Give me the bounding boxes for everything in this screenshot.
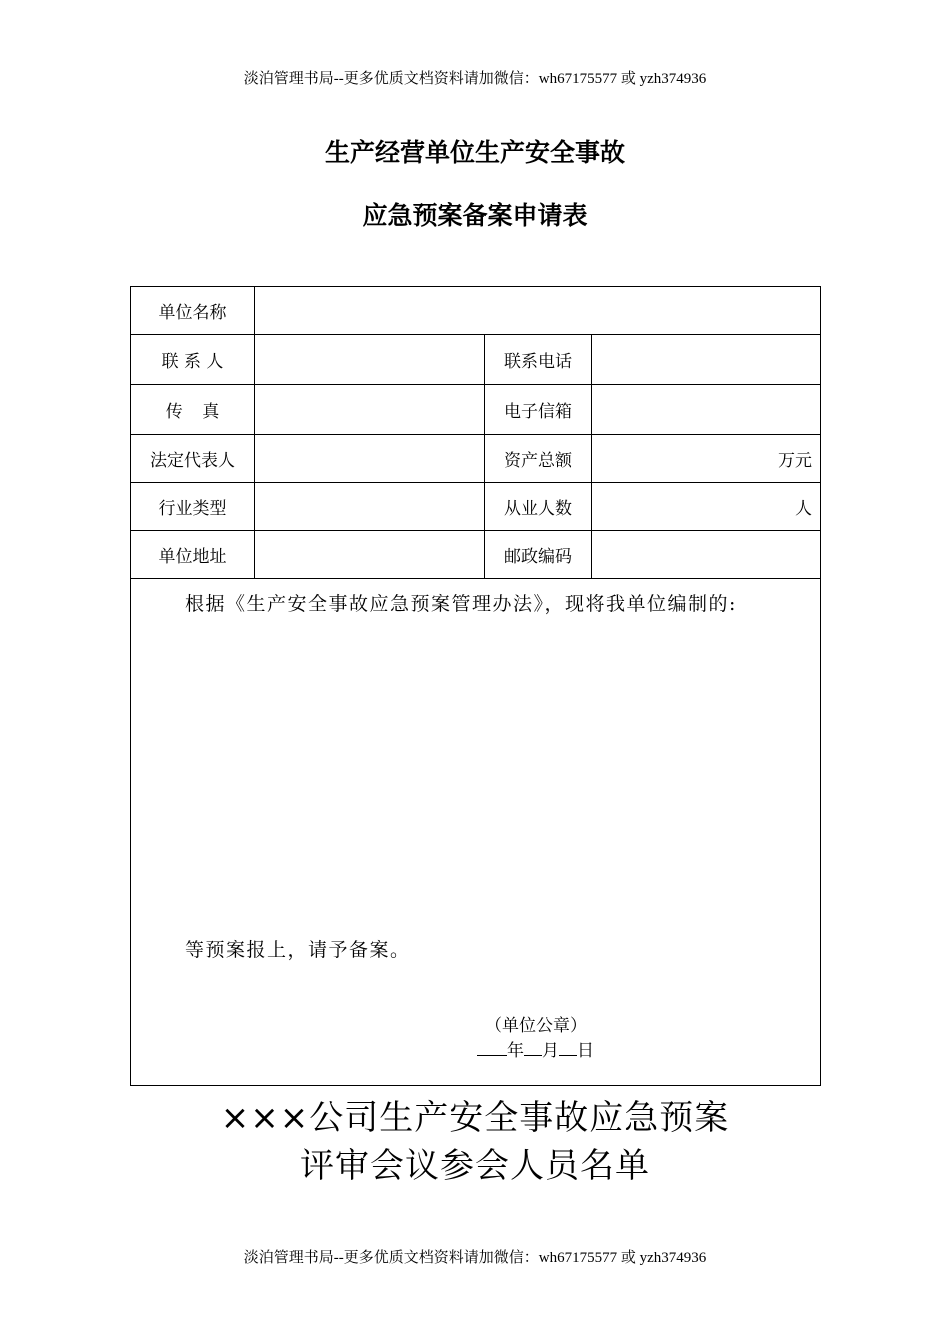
employees-label: 从业人数 (485, 483, 592, 531)
industry-field[interactable] (255, 483, 485, 531)
fax-field[interactable] (255, 385, 485, 435)
address-label: 单位地址 (131, 531, 255, 579)
assets-field[interactable]: 万元 (592, 435, 821, 483)
contact-field[interactable] (255, 335, 485, 385)
industry-label: 行业类型 (131, 483, 255, 531)
unit-name-field[interactable] (255, 287, 821, 335)
email-field[interactable] (592, 385, 821, 435)
application-body-cell[interactable] (131, 579, 821, 1086)
section-title-line2: 评审会议参会人员名单 (300, 1146, 650, 1186)
fax-label: 传 真 (131, 385, 255, 435)
postcode-field[interactable] (592, 531, 821, 579)
page-footer: 淡泊管理书局--更多优质文档资料请加微信：wh67175577 或 yzh374936 (243, 1250, 707, 1266)
assets-label: 资产总额 (485, 435, 592, 483)
legal-rep-field[interactable] (255, 435, 485, 483)
month-label: 月 (542, 1041, 559, 1061)
date-line (477, 1036, 594, 1061)
form-row-legal-rep (131, 435, 821, 483)
phone-label: 联系电话 (485, 335, 592, 385)
postcode-label: 邮政编码 (485, 531, 592, 579)
phone-field[interactable] (592, 335, 821, 385)
application-form-table (130, 286, 821, 1086)
form-row-contact (131, 335, 821, 385)
year-label: 年 (507, 1041, 524, 1061)
application-closing-text: 等预案报上，请予备案。 (185, 939, 411, 961)
form-row-body (131, 579, 821, 1086)
section-title-line1: ×××公司生产安全事故应急预案 (220, 1098, 730, 1138)
year-blank[interactable] (477, 1039, 507, 1056)
legal-rep-label: 法定代表人 (131, 435, 255, 483)
document-title-line1: 生产经营单位生产安全事故 (324, 138, 625, 167)
application-intro-text: 根据《生产安全事故应急预案管理办法》，现将我单位编制的: (185, 593, 737, 615)
unit-seal-label: （单位公章） (485, 1016, 587, 1036)
contact-label: 联 系 人 (131, 335, 255, 385)
day-blank[interactable] (559, 1039, 577, 1056)
form-row-fax (131, 385, 821, 435)
page-header: 淡泊管理书局--更多优质文档资料请加微信：wh67175577 或 yzh374936 (243, 71, 707, 87)
employees-field[interactable]: 人 (592, 483, 821, 531)
address-field[interactable] (255, 531, 485, 579)
month-blank[interactable] (524, 1039, 542, 1056)
email-label: 电子信箱 (485, 385, 592, 435)
document-title-line2: 应急预案备案申请表 (362, 201, 588, 230)
day-label: 日 (577, 1041, 594, 1061)
form-row-address (131, 531, 821, 579)
form-row-unit-name (131, 287, 821, 335)
unit-name-label: 单位名称 (131, 287, 255, 335)
form-row-industry (131, 483, 821, 531)
